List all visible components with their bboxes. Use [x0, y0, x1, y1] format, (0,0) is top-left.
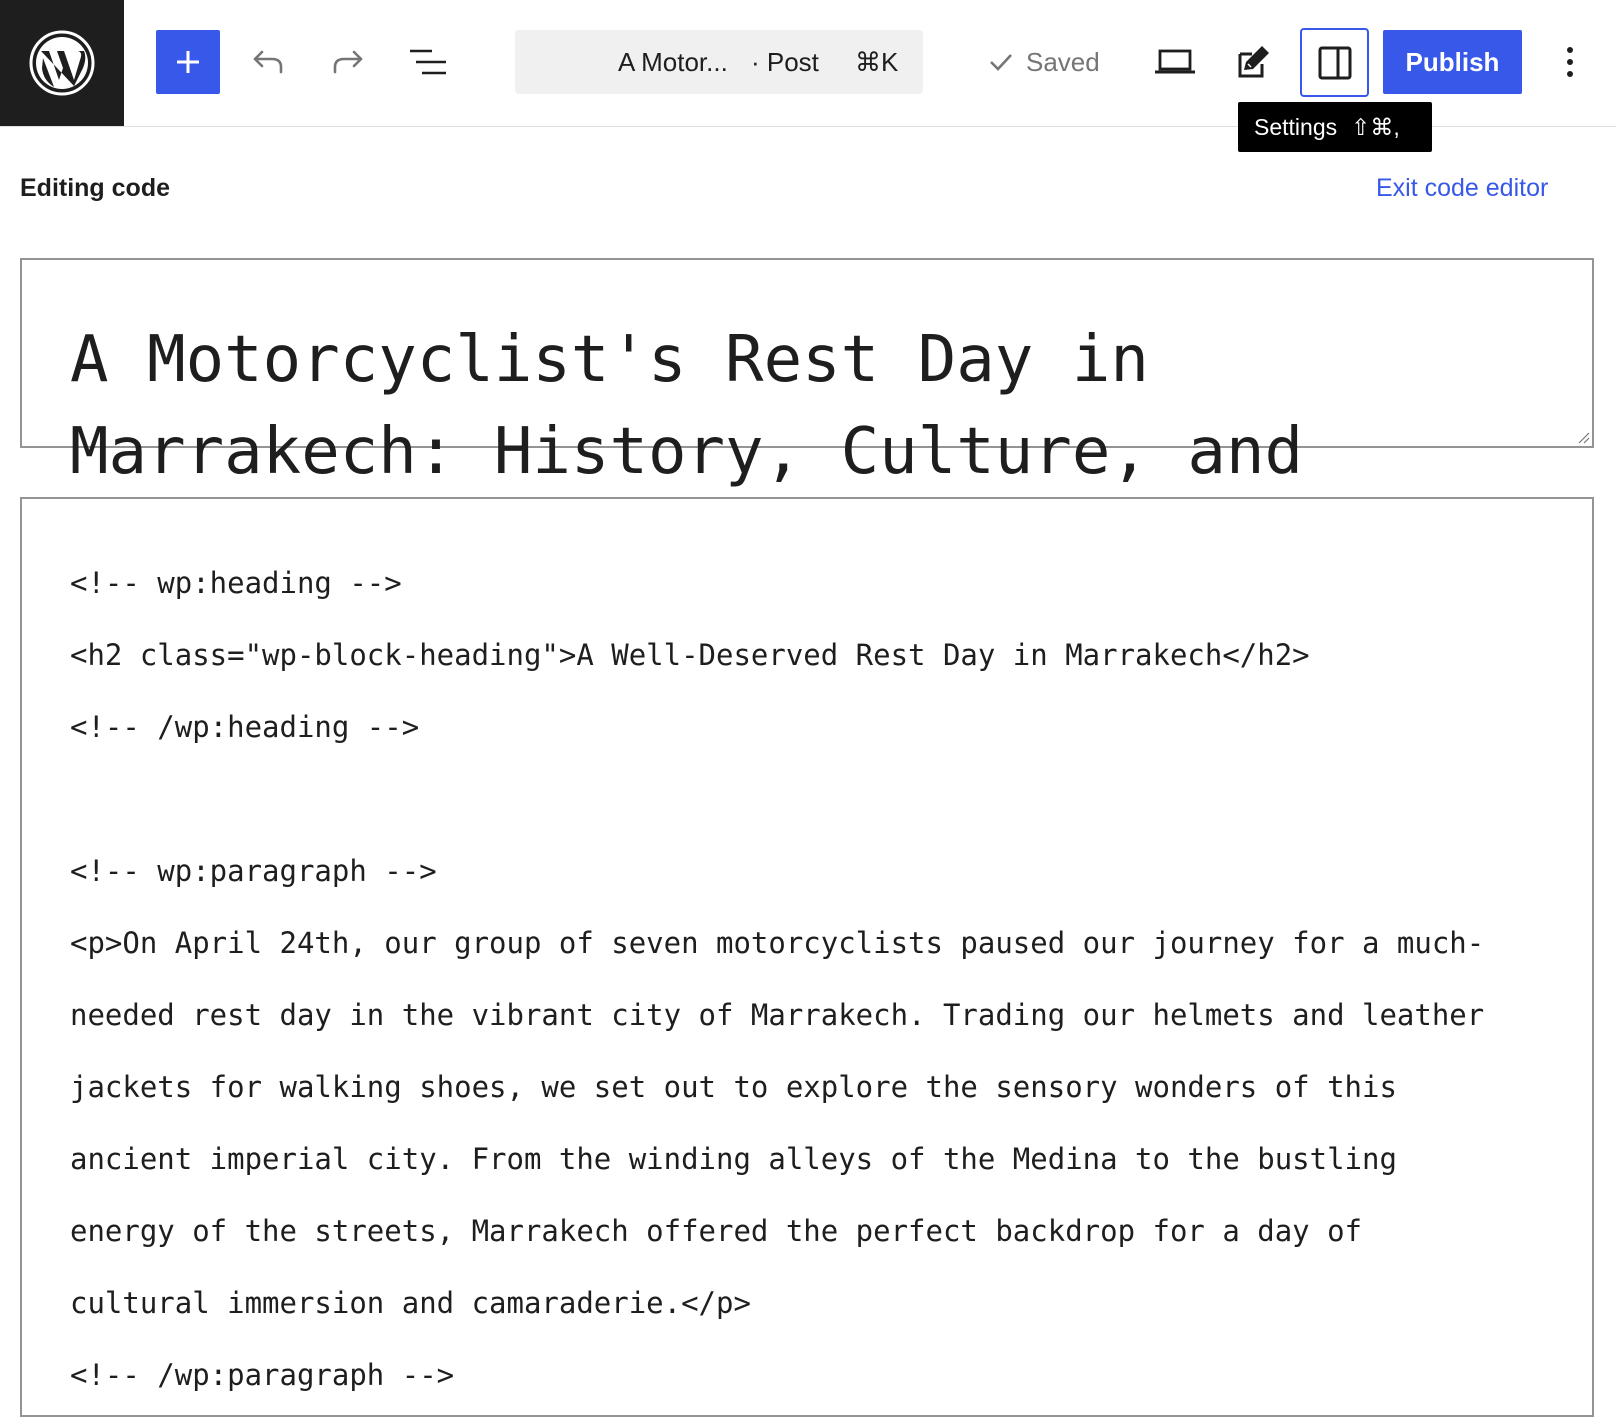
settings-button[interactable]: [1300, 28, 1369, 97]
options-button[interactable]: [1540, 30, 1600, 94]
code-line: cultural immersion and camaraderie.</p>: [70, 1286, 751, 1320]
code-line: ancient imperial city. From the winding alleys of the Medina to the bustling: [70, 1142, 1397, 1176]
resize-handle-icon[interactable]: [1574, 428, 1590, 444]
post-title-text: A Motorcyclist's Rest Day in Marrakech: History, Culture, and: [70, 323, 1303, 489]
undo-icon: [250, 48, 286, 76]
code-line: <p>On April 24th, our group of seven motorcyclists paused our journey for a much-: [70, 926, 1485, 960]
laptop-icon: [1154, 47, 1196, 77]
document-type: · Post: [751, 46, 819, 77]
code-line: <!-- wp:paragraph -->: [70, 854, 437, 888]
saved-status: [988, 30, 1100, 94]
wordpress-logo-icon: [29, 30, 95, 96]
code-editor-textarea[interactable]: [20, 497, 1594, 1417]
code-line: <!-- /wp:heading -->: [70, 710, 420, 744]
code-content: [70, 547, 1550, 1411]
editing-code-heading: Editing code: [20, 174, 170, 202]
code-line: needed rest day in the vibrant city of Marrakech. Trading our helmets and leather: [70, 998, 1485, 1032]
list-view-icon: [408, 47, 448, 77]
code-line: <!-- /wp:paragraph -->: [70, 1358, 455, 1392]
code-line: [70, 763, 1550, 835]
vertical-ellipsis-icon: [1566, 46, 1574, 78]
saved-label: Saved: [1026, 46, 1100, 77]
document-bar[interactable]: [515, 30, 923, 94]
preview-button[interactable]: [1143, 30, 1207, 94]
edit-button[interactable]: [1222, 30, 1286, 94]
redo-button[interactable]: [316, 30, 380, 94]
code-line: energy of the streets, Marrakech offered the perfect backdrop for a day of: [70, 1214, 1363, 1248]
settings-tooltip: [1238, 102, 1432, 152]
document-overview-button[interactable]: [396, 30, 460, 94]
sidebar-icon: [1317, 45, 1353, 81]
command-palette-shortcut: ⌘K: [855, 46, 899, 77]
undo-button[interactable]: [236, 30, 300, 94]
post-title-textarea[interactable]: [20, 258, 1594, 489]
code-line: <!-- wp:heading -->: [70, 566, 402, 600]
exit-code-editor-button[interactable]: Exit code editor: [1376, 174, 1549, 202]
tooltip-label: Settings: [1254, 113, 1338, 140]
add-block-button[interactable]: [156, 30, 220, 94]
check-icon: [988, 51, 1014, 73]
document-title: A Motor...: [618, 46, 728, 77]
code-line: <h2 class="wp-block-heading">A Well-Deserved Rest Day in Marrakech</h2>: [70, 638, 1310, 672]
publish-button[interactable]: Publish: [1383, 30, 1522, 94]
plus-icon: [173, 47, 203, 77]
code-line: jackets for walking shoes, we set out to explore the sensory wonders of this: [70, 1070, 1397, 1104]
redo-icon: [330, 48, 366, 76]
tooltip-shortcut: ⇧⌘,: [1351, 113, 1400, 140]
edit-icon: [1236, 44, 1272, 80]
wordpress-logo-button[interactable]: [0, 0, 124, 126]
